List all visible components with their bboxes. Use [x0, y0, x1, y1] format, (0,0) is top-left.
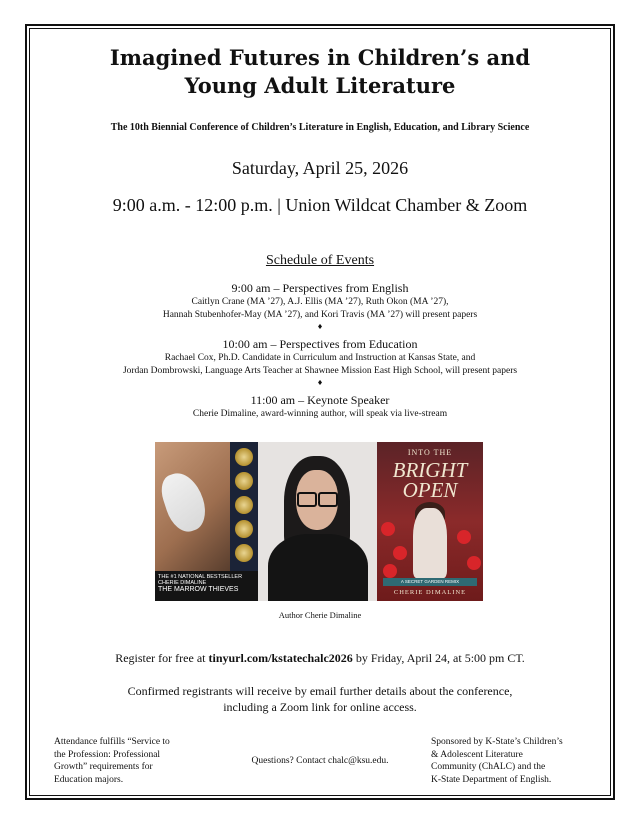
book-series: A SECRET GARDEN REMIX: [383, 578, 477, 586]
event-desc: Hannah Stubenhofer-May (MA ’27), and Kori Travis (MA ’27) will present papers: [162, 310, 478, 320]
footer-left-line: Growth” requirements for: [54, 762, 153, 772]
event-title: 10:00 am – Perspectives from Education: [222, 337, 418, 351]
event-1: [30, 281, 610, 332]
award-badge-icon: [235, 520, 253, 538]
event-desc: Jordan Dombrowski, Language Arts Teacher at Shawnee Mission East High School, will present papers: [122, 366, 518, 376]
poppy-icon: [457, 530, 471, 544]
footer-right-line: Sponsored by K-State’s Children’s: [431, 737, 563, 747]
event-title: 11:00 am – Keynote Speaker: [250, 393, 390, 407]
book-author: CHERIE DIMALINE: [393, 589, 467, 596]
poppy-icon: [467, 556, 481, 570]
book-cover-marrow-thieves: [155, 442, 258, 601]
photo-strip: [155, 442, 483, 601]
footer-left-line: Attendance fulfills “Service to: [54, 737, 170, 747]
separator-diamond: ♦: [316, 379, 324, 387]
footer-left-line: the Profession: Professional: [54, 749, 161, 760]
award-badge-icon: [235, 448, 253, 466]
title-line-1: Imagined Futures in Children’s and: [109, 45, 531, 70]
footer-right-line: K-State Department of English.: [431, 774, 552, 785]
book-cover-text: [155, 571, 258, 601]
separator-diamond: ♦: [316, 323, 324, 331]
confirm-line-2: including a Zoom link for online access.: [223, 700, 417, 714]
register-link[interactable]: tinyurl.com/kstatechalc2026: [208, 651, 353, 665]
schedule-heading: Schedule of Events: [265, 253, 375, 268]
event-2: [30, 337, 610, 388]
footer-sponsor: [431, 736, 606, 786]
author-photo: [258, 442, 377, 601]
conference-subtitle: The 10th Biennial Conference of Children’s Literature in English, Education, and Library Science: [110, 122, 530, 133]
book-title-main: BRIGHT OPEN: [392, 458, 468, 502]
photo-caption: Author Cherie Dimaline: [278, 610, 362, 620]
award-badge-icon: [235, 496, 253, 514]
register-suffix: by Friday, April 24, at 5:00 pm CT.: [352, 651, 525, 665]
award-badge-icon: [235, 544, 253, 562]
event-3: [30, 393, 610, 421]
event-desc: Caitlyn Crane (MA ’27), A.J. Ellis (MA ’27), Ruth Okon (MA ’27),: [191, 297, 449, 307]
book-author: CHERIE DIMALINE: [158, 580, 207, 586]
poppy-icon: [381, 522, 395, 536]
event-title: 9:00 am – Perspectives from English: [231, 281, 409, 295]
footer-left-line: Education majors.: [54, 774, 124, 785]
title-line-2: Young Adult Literature: [184, 73, 456, 98]
book-cover-bright-open: [377, 442, 483, 601]
book-title-top: INTO THE: [407, 448, 453, 457]
footer-right-line: Community (ChALC) and the: [431, 762, 546, 772]
footer-attendance: [54, 736, 224, 786]
footer-contact: Questions? Contact chalc@ksu.edu.: [251, 756, 389, 766]
flyer-title: [30, 44, 610, 100]
event-desc: Cherie Dimaline, award-winning author, will speak via live-stream: [192, 409, 448, 419]
register-prefix: Register for free at: [115, 651, 209, 665]
confirm-line-1: Confirmed registrants will receive by email further details about the conference,: [127, 684, 513, 698]
event-date: Saturday, April 25, 2026: [231, 158, 409, 178]
glasses-icon: [297, 492, 317, 507]
poppy-icon: [393, 546, 407, 560]
girl-figure: [413, 508, 447, 578]
confirm-text: [30, 683, 610, 715]
award-sidebar: [230, 442, 258, 572]
face-paint-stripe: [157, 468, 212, 537]
poppy-icon: [383, 564, 397, 578]
glasses-icon: [318, 492, 338, 507]
book-title: THE MARROW THIEVES: [158, 586, 239, 593]
award-badge-icon: [235, 472, 253, 490]
footer-right-line: & Adolescent Literature: [431, 749, 523, 760]
author-body: [268, 534, 368, 601]
book-tagline: THE #1 NATIONAL BESTSELLER: [158, 574, 243, 580]
event-time-location: 9:00 a.m. - 12:00 p.m. | Union Wildcat Chamber & Zoom: [112, 195, 528, 215]
event-desc: Rachael Cox, Ph.D. Candidate in Curriculum and Instruction at Kansas State, and: [164, 353, 476, 363]
register-line: [30, 651, 610, 666]
